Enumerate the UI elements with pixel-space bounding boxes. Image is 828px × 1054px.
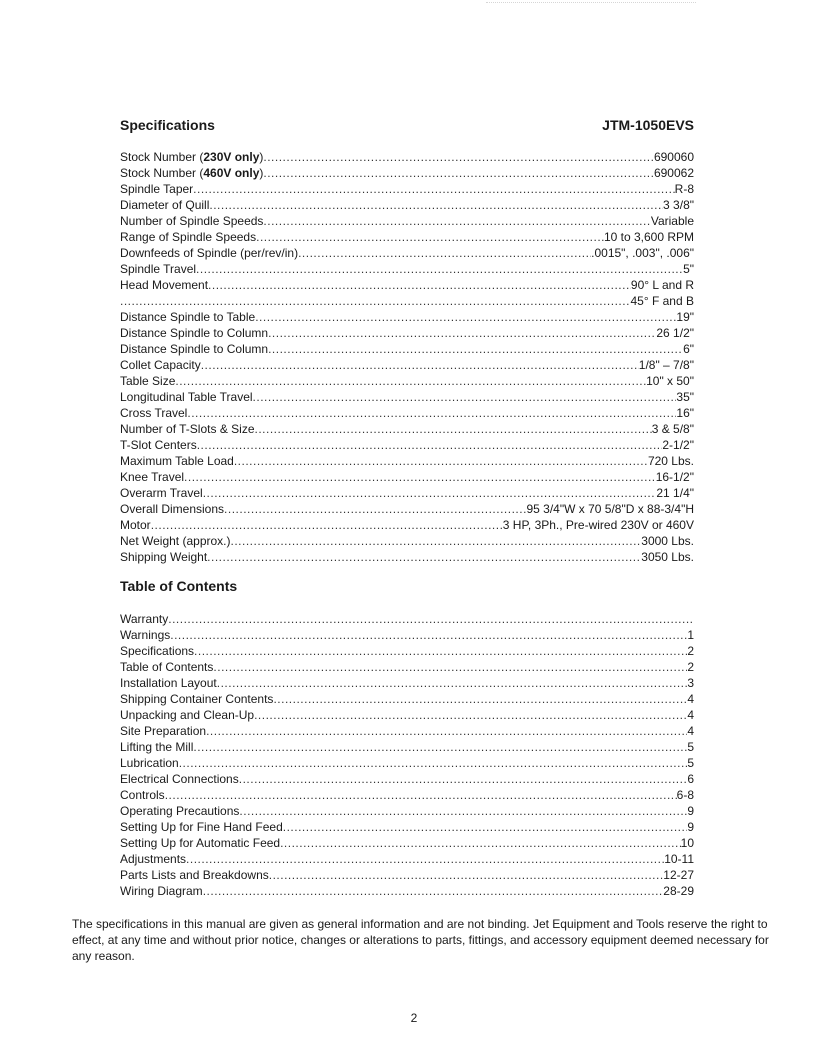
toc-entry-label: Adjustments [120, 852, 187, 866]
dot-leader [268, 325, 656, 341]
spec-value: 3 HP, 3Ph., Pre-wired 230V or 460V [502, 518, 694, 532]
dot-leader [120, 293, 630, 309]
toc-entry-label: Table of Contents [120, 660, 214, 674]
spec-row [120, 293, 694, 309]
toc-entry-label: Warranty [120, 612, 169, 626]
spec-label: Net Weight (approx.) [120, 534, 231, 548]
dot-leader [193, 739, 687, 755]
toc-row[interactable] [120, 803, 694, 819]
dot-leader [263, 165, 654, 181]
spec-value: 2-1/2" [662, 438, 694, 452]
dot-leader [151, 517, 503, 533]
spec-value: 3 & 5/8" [651, 422, 694, 436]
dot-leader [208, 277, 631, 293]
spec-row [120, 229, 694, 245]
dot-leader [263, 149, 654, 165]
scan-artifact [486, 2, 696, 9]
dot-leader [273, 691, 687, 707]
spec-label: Stock Number (460V only) [120, 166, 264, 180]
spec-label: Distance Spindle to Table [120, 310, 256, 324]
spec-value: 16-1/2" [655, 470, 694, 484]
dot-leader [201, 357, 639, 373]
dot-leader [280, 835, 681, 851]
dot-leader [194, 643, 687, 659]
toc-row[interactable] [120, 675, 694, 691]
spec-value: 26 1/2" [656, 326, 694, 340]
toc-page-number: 10-11 [664, 852, 694, 866]
dot-leader [170, 627, 687, 643]
toc-row[interactable] [120, 723, 694, 739]
spec-value: 3050 Lbs. [641, 550, 694, 564]
spec-row [120, 389, 694, 405]
spec-label: Cross Travel [120, 406, 188, 420]
spec-value: R-8 [674, 182, 694, 196]
spec-value: 10 to 3,600 RPM [603, 230, 694, 244]
toc-entry-label: Electrical Connections [120, 772, 239, 786]
spec-value: 5" [683, 262, 694, 276]
dot-leader [187, 405, 676, 421]
disclaimer-text: The specifications in this manual are given as general information and are not binding. Jet Equipment and Tools reserve the right to effect, at any time and without prior notice, changes or alterations to parts, fittings, and accessory equipment deemed necessary for any reason. [72, 917, 769, 963]
toc-entry-label: Operating Precautions [120, 804, 240, 818]
spec-row [120, 501, 694, 517]
toc-entry-label: Controls [120, 788, 165, 802]
spec-label: Collet Capacity [120, 358, 201, 372]
toc-page-number: 1 [687, 628, 694, 642]
spec-value: 16" [676, 406, 694, 420]
toc-entry-label: Specifications [120, 644, 195, 658]
spec-label: Spindle Travel [120, 262, 197, 276]
spec-label: Longitudinal Table Travel [120, 390, 253, 404]
spec-value: 690062 [653, 166, 694, 180]
dot-leader [298, 245, 591, 261]
dot-leader [283, 819, 688, 835]
spec-value: 21 1/4" [656, 486, 694, 500]
toc-page-number: 4 [687, 692, 694, 706]
spec-value: 3000 Lbs. [641, 534, 694, 548]
spec-label: Motor [120, 518, 151, 532]
dot-leader [193, 181, 674, 197]
toc-entry-label: Shipping Container Contents [120, 692, 274, 706]
spec-label: Spindle Taper [120, 182, 194, 196]
toc-entry-label: Parts Lists and Breakdowns [120, 868, 269, 882]
toc-entry-label: Setting Up for Fine Hand Feed [120, 820, 283, 834]
dot-leader [175, 373, 646, 389]
spec-row [120, 213, 694, 229]
toc-row[interactable] [120, 787, 694, 803]
toc-page-number: 12-27 [663, 868, 694, 882]
toc-entry-label: Setting Up for Automatic Feed [120, 836, 281, 850]
spec-row [120, 421, 694, 437]
toc-row[interactable] [120, 867, 694, 883]
toc-row[interactable] [120, 755, 694, 771]
toc-page-number: 5 [687, 740, 694, 754]
spec-header [120, 115, 694, 135]
toc-page-number: 28-29 [663, 884, 694, 898]
spec-row [120, 197, 694, 213]
toc-page-number: 6 [687, 772, 694, 786]
spec-value: 690060 [653, 150, 694, 164]
spec-row [120, 549, 694, 565]
dot-leader [234, 453, 648, 469]
spec-row [120, 245, 694, 261]
toc-page-number: 10 [680, 836, 694, 850]
toc-row[interactable] [120, 739, 694, 755]
dot-leader [255, 421, 652, 437]
dot-leader [203, 485, 657, 501]
spec-label: Distance Spindle to Column [120, 326, 269, 340]
spec-value: 6" [683, 342, 694, 356]
toc-page-number: 2 [687, 660, 694, 674]
spec-label: Overarm Travel [120, 486, 203, 500]
dot-leader [209, 197, 663, 213]
dot-leader [165, 787, 677, 803]
spec-list [120, 149, 694, 565]
spec-value: 10" x 50" [646, 374, 694, 388]
toc-page-number: 6-8 [676, 788, 694, 802]
model-number: JTM-1050EVS [602, 117, 694, 133]
toc-row[interactable] [120, 883, 694, 899]
spec-row [120, 469, 694, 485]
spec-row [120, 357, 694, 373]
spec-row [120, 437, 694, 453]
toc-page-number: 2 [687, 644, 694, 658]
spec-label: Table Size [120, 374, 176, 388]
spec-row [120, 405, 694, 421]
toc-entry-label: Installation Layout [120, 676, 217, 690]
toc-page-number: 4 [687, 708, 694, 722]
dot-leader [179, 755, 688, 771]
spec-value: 35" [676, 390, 694, 404]
spec-row [120, 341, 694, 357]
toc-page-number: 9 [687, 804, 694, 818]
toc-entry-label: Unpacking and Clean-Up [120, 708, 255, 722]
dot-leader [213, 659, 687, 675]
dot-leader [184, 469, 656, 485]
spec-value: 3 3/8" [663, 198, 694, 212]
spec-label: Range of Spindle Speeds [120, 230, 257, 244]
toc-row[interactable] [120, 611, 694, 627]
toc-row[interactable] [120, 643, 694, 659]
toc-row[interactable] [120, 835, 694, 851]
toc-entry-label: Warnings [120, 628, 171, 642]
dot-leader [224, 501, 526, 517]
toc-entry-label: Site Preparation [120, 724, 207, 738]
toc-page-number: 3 [687, 676, 694, 690]
spec-row [120, 165, 694, 181]
toc-row[interactable] [120, 659, 694, 675]
toc-page-number: 4 [687, 724, 694, 738]
dot-leader [197, 437, 663, 453]
spec-row [120, 533, 694, 549]
spec-label: Diameter of Quill [120, 198, 210, 212]
dot-leader [269, 867, 664, 883]
spec-value: 95 3/4"W x 70 5/8"D x 88-3/4"H [526, 502, 694, 516]
spec-value: Variable [650, 214, 694, 228]
spec-row [120, 261, 694, 277]
dot-leader [206, 723, 687, 739]
toc-row[interactable] [120, 691, 694, 707]
spec-value: 45° F and B [630, 294, 694, 308]
spec-label: Number of Spindle Speeds [120, 214, 264, 228]
spec-value: 720 Lbs. [647, 454, 694, 468]
spec-row [120, 517, 694, 533]
dot-leader [256, 229, 604, 245]
spec-label: Knee Travel [120, 470, 185, 484]
toc-entry-label: Lubrication [120, 756, 179, 770]
toc-row[interactable] [120, 771, 694, 787]
dot-leader [239, 771, 688, 787]
dot-leader [231, 533, 642, 549]
spec-label: Distance Spindle to Column [120, 342, 269, 356]
spec-label: T-Slot Centers [120, 438, 197, 452]
spec-label: Number of T-Slots & Size [120, 422, 255, 436]
spec-row [120, 149, 694, 165]
dot-leader [268, 341, 683, 357]
dot-leader [168, 611, 694, 627]
spec-title: Specifications [120, 117, 215, 133]
spec-row [120, 373, 694, 389]
dot-leader [263, 213, 650, 229]
spec-value: .0015", .003", .006" [591, 246, 694, 260]
spec-label: Maximum Table Load [120, 454, 234, 468]
toc-title: Table of Contents [120, 578, 238, 594]
spec-label: Stock Number (230V only) [120, 150, 264, 164]
spec-label: Overall Dimensions [120, 502, 225, 516]
toc-list [120, 611, 694, 899]
toc-row[interactable] [120, 819, 694, 835]
dot-leader [239, 803, 687, 819]
spec-row [120, 453, 694, 469]
spec-row [120, 485, 694, 501]
spec-value: 19" [676, 310, 694, 324]
dot-leader [186, 851, 664, 867]
dot-leader [254, 707, 687, 723]
dot-leader [196, 261, 683, 277]
toc-page-number: 5 [687, 756, 694, 770]
dot-leader [203, 883, 664, 899]
spec-row [120, 277, 694, 293]
spec-value: 1/8" – 7/8" [638, 358, 694, 372]
dot-leader [217, 675, 688, 691]
toc-row[interactable] [120, 851, 694, 867]
spec-label: Head Movement [120, 278, 209, 292]
toc-row[interactable] [120, 627, 694, 643]
spec-label: Shipping Weight [120, 550, 208, 564]
toc-page-number: 9 [687, 820, 694, 834]
toc-row[interactable] [120, 707, 694, 723]
dot-leader [207, 549, 641, 565]
toc-entry-label: Lifting the Mill [120, 740, 194, 754]
spec-row [120, 325, 694, 341]
spec-row [120, 309, 694, 325]
dot-leader [255, 309, 676, 325]
spec-row [120, 181, 694, 197]
toc-entry-label: Wiring Diagram [120, 884, 203, 898]
dot-leader [253, 389, 677, 405]
spec-label: Downfeeds of Spindle (per/rev/in) [120, 246, 299, 260]
spec-value: 90° L and R [630, 278, 694, 292]
page-number: 2 [410, 1011, 418, 1025]
